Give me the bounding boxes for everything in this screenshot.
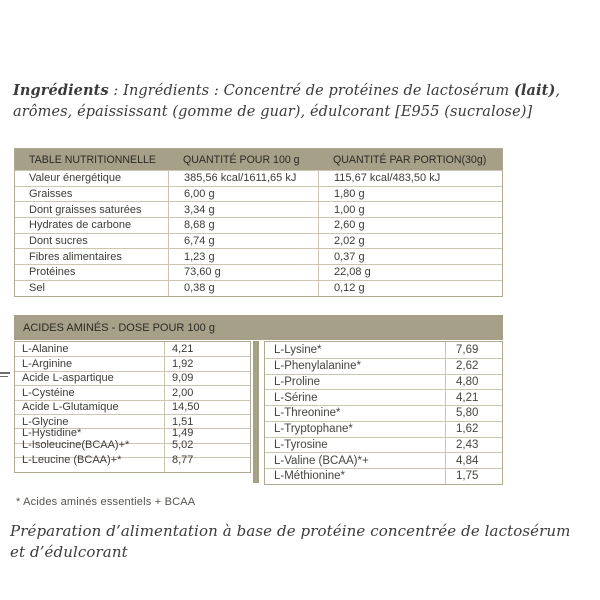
value-per-portion: 0,37 g: [318, 249, 502, 264]
value-per-portion: 1,80 g: [318, 187, 502, 202]
ingredients-body: Ingrédients : Concentré de protéines de lactosérum: [123, 83, 514, 99]
amino-name: L-Sérine: [265, 390, 446, 405]
amino-table-title: ACIDES AMINÉS - DOSE POUR 100 g: [23, 321, 215, 334]
nutrient-name: Dont graisses saturées: [29, 203, 142, 216]
amino-value: 4,21: [456, 391, 479, 404]
amino-value: 7,69: [456, 343, 479, 356]
table-row: [15, 280, 502, 296]
value-per-100g: 73,60 g: [168, 265, 318, 280]
header-table-nutritionnelle: TABLE NUTRITIONNELLE: [29, 153, 156, 166]
value-per-portion: 2,60 g: [318, 218, 502, 233]
amino-value: 1,92: [172, 358, 194, 371]
table-row: [15, 233, 502, 249]
amino-value: 4,21: [172, 343, 194, 356]
amino-row: [15, 453, 250, 471]
amino-name: L-Hystidine*: [15, 429, 165, 442]
amino-row: [265, 389, 502, 405]
amino-name: L-Méthionine*: [265, 469, 446, 484]
amino-value: 2,00: [172, 386, 194, 399]
amino-row: [265, 374, 502, 390]
ingredients-text: [13, 80, 591, 123]
amino-value: 5,02: [172, 439, 194, 452]
amino-name: L-Cystéine: [15, 386, 165, 399]
amino-value: 4,80: [456, 375, 479, 388]
table-row: [15, 217, 502, 233]
amino-value: 5,80: [456, 407, 479, 420]
amino-name: L-Leucine (BCAA)+*: [15, 458, 165, 471]
amino-name: L-Tryptophane*: [265, 422, 446, 437]
amino-row: [15, 342, 250, 356]
amino-value: 1,62: [456, 423, 479, 436]
amino-row: [15, 371, 250, 385]
amino-row: [15, 356, 250, 370]
amino-name: L-Alanine: [15, 342, 165, 356]
amino-name: L-Phenylalanine*: [265, 359, 446, 374]
amino-name: Acide L-aspartique: [15, 372, 165, 385]
nutrition-table: [14, 148, 503, 297]
amino-value: 1,75: [456, 470, 479, 483]
value-per-100g: 385,56 kcal/1611,65 kJ: [168, 171, 318, 186]
value-per-100g: 1,23 g: [168, 249, 318, 264]
value-per-portion: 115,67 kcal/483,50 kJ: [318, 171, 502, 186]
ingredients-label: Ingrédients: [13, 82, 109, 99]
mark-line: [0, 376, 8, 378]
amino-value: 1,49: [172, 427, 194, 440]
amino-name: L-Proline: [265, 375, 446, 390]
amino-value: 4,84: [456, 454, 479, 467]
amino-table-title-bar: [14, 315, 503, 340]
amino-table-left: [14, 341, 251, 473]
value-per-100g: 0,38 g: [168, 281, 318, 296]
header-quantite-100g: QUANTITÉ POUR 100 g: [183, 153, 300, 166]
amino-row: [15, 400, 250, 414]
amino-row: [265, 421, 502, 437]
value-per-portion: 1,00 g: [318, 202, 502, 217]
nutrient-name: Hydrates de carbone: [29, 219, 132, 232]
mark-line: [0, 372, 10, 374]
value-per-100g: 6,00 g: [168, 187, 318, 202]
ingredients-allergen: (lait): [513, 82, 556, 99]
table-row: [15, 264, 502, 280]
margin-marks-artifact: [0, 372, 10, 379]
amino-name: L-Arginine: [15, 357, 165, 370]
amino-name: L-Threonine*: [265, 406, 446, 421]
amino-name: L-Glycine: [15, 415, 165, 428]
amino-row: [265, 342, 502, 358]
nutrient-name: Protéines: [29, 266, 76, 279]
amino-name: L-Tyrosine: [265, 438, 446, 453]
amino-name: L-Valine (BCAA)*+: [265, 453, 446, 468]
amino-value: 2,62: [456, 360, 479, 373]
nutrient-name: Sel: [29, 282, 45, 295]
amino-footnote: * Acides aminés essentiels + BCAA: [16, 496, 196, 508]
value-per-100g: 6,74 g: [168, 234, 318, 249]
amino-table-right: [264, 341, 503, 485]
value-per-portion: 22,08 g: [318, 265, 502, 280]
value-per-100g: 3,34 g: [168, 202, 318, 217]
amino-row: [15, 385, 250, 399]
amino-name: L-Lysine*: [265, 342, 446, 358]
amino-value: 2,43: [456, 438, 479, 451]
amino-name: Acide L-Glutamique: [15, 401, 165, 414]
amino-row: [265, 405, 502, 421]
value-per-portion: 2,02 g: [318, 234, 502, 249]
amino-value: 9,09: [172, 372, 194, 385]
amino-value: 1,51: [172, 415, 194, 428]
table-row: [15, 186, 502, 202]
product-description: Préparation d’alimentation à base de protéine concentrée de lactosérum et d’édulcorant: [10, 522, 571, 561]
ingredients-separator: :: [108, 83, 124, 99]
amino-row: [265, 437, 502, 453]
nutrient-name: Graisses: [29, 188, 73, 201]
nutrition-table-header: [15, 149, 502, 170]
nutrient-name: Valeur énergétique: [29, 172, 122, 185]
amino-name: L-Isoleucine(BCAA)+*: [15, 444, 165, 457]
amino-row: [265, 468, 502, 484]
value-per-100g: 8,68 g: [168, 218, 318, 233]
header-quantite-portion: QUANTITÉ PAR PORTION(30g): [333, 153, 487, 166]
value-per-portion: 0,12 g: [318, 281, 502, 296]
ingredients-body-end: , arômes, épaississant (gomme de guar), édulcorant [E955 (sucralose)]: [13, 83, 561, 121]
amino-value: 14,50: [172, 401, 200, 414]
amino-divider-bar: [253, 341, 259, 483]
nutrient-name: Dont sucres: [29, 235, 88, 248]
amino-value: 8,77: [172, 453, 194, 466]
amino-row: [265, 358, 502, 374]
nutrient-name: Fibres alimentaires: [29, 250, 122, 263]
table-row: [15, 201, 502, 217]
table-row: [15, 248, 502, 264]
amino-row: [265, 452, 502, 468]
table-row: [15, 170, 502, 186]
